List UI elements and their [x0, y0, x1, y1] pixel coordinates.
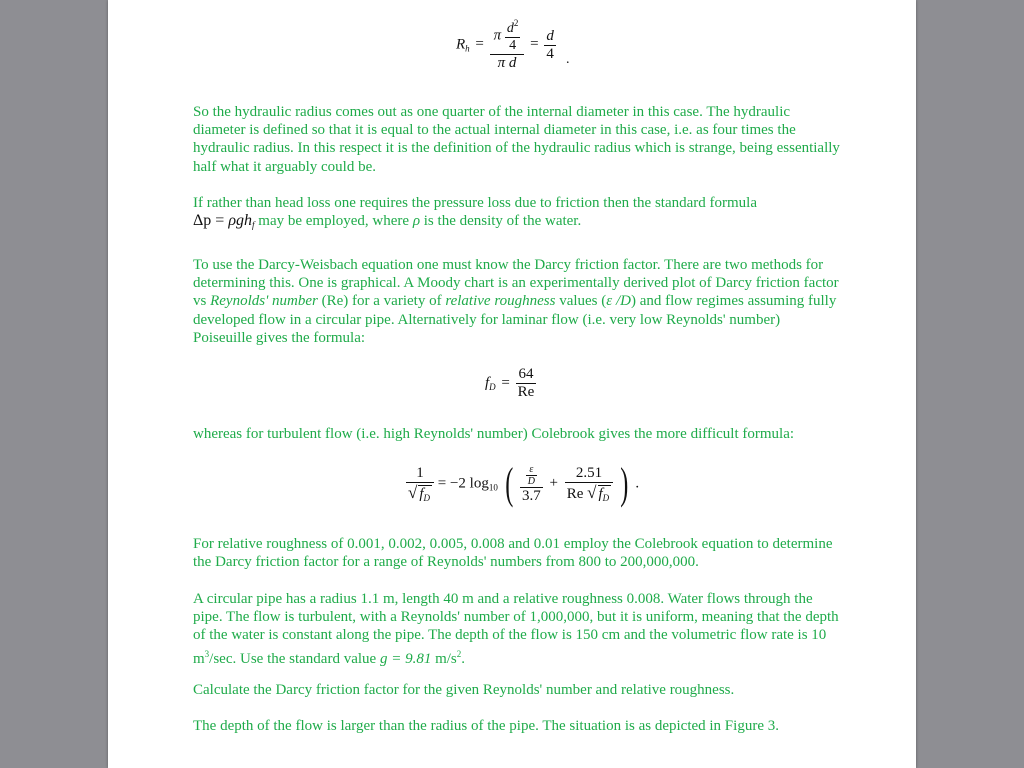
eq-equals-2: = [530, 36, 539, 53]
paragraph-darcy [193, 256, 843, 347]
eq-rhs-num: d [546, 27, 554, 44]
eq-pi: π [493, 27, 502, 44]
darcy-text-3: values ( [559, 293, 607, 310]
colebrook-251: 2.51 [565, 465, 613, 483]
eq-hydraulic-period: . [566, 52, 570, 67]
colebrook-lhs-f: f [419, 486, 424, 502]
darcy-reynolds-italic: Reynolds' number [210, 293, 318, 310]
pressure-formula-eq: = [215, 212, 225, 230]
eq-rhs-fraction [544, 28, 556, 63]
darcy-eps-over-d: ε /D [606, 293, 631, 310]
colebrook-37: 3.7 [522, 487, 541, 504]
colebrook-re: Re [566, 486, 584, 502]
equation-poiseuille [485, 366, 536, 401]
colebrook-period: . [635, 475, 640, 492]
colebrook-251-fraction [565, 465, 613, 503]
eq-main-fraction [490, 18, 525, 72]
colebrook-d: D [527, 475, 535, 487]
eq-lhs-sub-h: h [465, 43, 470, 54]
document-page [108, 0, 916, 768]
colebrook-eps-fraction [520, 464, 543, 505]
pipe-text-3: . [461, 650, 466, 667]
sqrt-symbol: √ [408, 483, 418, 502]
eq-lhs-r: R [456, 36, 466, 53]
colebrook-re-sqrt [565, 483, 613, 503]
pressure-formula [193, 212, 255, 229]
paragraph-pipe [193, 590, 843, 668]
poiseuille-equals: = [501, 374, 510, 391]
sqrt-symbol-2: √ [587, 483, 597, 502]
darcy-roughness-italic: relative roughness [445, 293, 556, 310]
eq-main-numerator [490, 18, 525, 55]
eq-inner-d: d [506, 21, 514, 36]
pressure-text-after: is the density of the water. [423, 213, 582, 230]
colebrook-eps: ε [526, 464, 537, 476]
pressure-rho: ρ [412, 213, 421, 230]
poiseuille-lhs: f [485, 374, 490, 391]
equation-hydraulic-radius [456, 18, 556, 72]
poiseuille-den: Re [517, 384, 535, 400]
paragraph-colebrook-intro: whereas for turbulent flow (i.e. high Reynolds' number) Colebrook gives the more difficult formula: [193, 426, 795, 442]
colebrook-left-paren: ( [504, 459, 513, 508]
eq-inner-fraction [505, 18, 521, 54]
colebrook-right-paren: ) [620, 459, 629, 508]
colebrook-eps-d-fraction [526, 464, 537, 487]
pipe-text-1: A circular pipe has a radius 1.1 m, length 40 m and a relative roughness 0.008. Water flows through the pipe. The flow is turbulent, with a Reynolds' number of 1,000,000, but it is uniform, meaning that the depth of the water is constant along the pipe. The depth of the flow is 150 cm and the volumetric flow rate is 10 m [193, 591, 839, 667]
paragraph-hydraulic-radius: So the hydraulic radius comes out as one quarter of the internal diameter in this case. The hydraulic diameter is defined so that it is equal to the actual internal diameter in this case, i.e. as four times the hydraulic radius. In this respect it is the definition of the hydraulic radius which is strange, being essentially half what it arguably could be. [193, 104, 840, 175]
pressure-formula-rhs: ρgh [228, 212, 253, 230]
eq-inner-den: 4 [509, 38, 517, 53]
darcy-text-1: To use the Darcy-Weisbach equation one must know the Darcy friction factor. There are two methods for determining this. One is graphical. A Moody chart is an experimentally derived plot of Darcy friction factor vs [193, 257, 839, 310]
colebrook-lhs-fraction [406, 465, 434, 503]
eq-rhs-den: 4 [546, 45, 554, 62]
darcy-text-4: ) and flow regimes assuming fully developed flow in a circular pipe. Alternatively for laminar flow (i.e. very low Reynolds' number) Poiseuille gives the formula: [193, 293, 837, 346]
paragraph-task-1: For relative roughness of 0.001, 0.002, 0.005, 0.008 and 0.01 employ the Colebrook equation to determine the Darcy friction factor for a range of Reynolds' numbers from 800 to 200,000,000. [193, 536, 833, 571]
paragraph-depth: The depth of the flow is larger than the radius of the pipe. The situation is as depicted in Figure 3. [193, 718, 779, 734]
pipe-exp-2: 2 [456, 648, 462, 659]
eq-inner-num [505, 18, 521, 38]
pipe-text-2: /sec. Use the standard value [209, 650, 377, 667]
colebrook-plus: + [549, 475, 558, 492]
eq-equals: = [475, 36, 484, 53]
pressure-formula-lhs: Δp [193, 212, 212, 230]
equation-colebrook [406, 459, 640, 508]
pressure-text-mid: may be employed, where [258, 213, 410, 230]
eq-main-denominator: π d [497, 55, 517, 71]
colebrook-rhs-f-sub: D [602, 493, 610, 503]
colebrook-log-sub: 10 [488, 482, 498, 493]
paragraph-calculate: Calculate the Darcy friction factor for the given Reynolds' number and relative roughness. [193, 682, 735, 698]
paragraph-pressure-loss [193, 194, 843, 234]
colebrook-lhs-f-sub: D [423, 493, 431, 503]
colebrook-eps-num [520, 464, 543, 488]
colebrook-lhs-num: 1 [406, 465, 434, 483]
pipe-g-eq: g = 9.81 [379, 650, 432, 667]
poiseuille-lhs-sub: D [489, 381, 496, 392]
pipe-exp-3: 3 [204, 648, 210, 659]
colebrook-rhs-f: f [598, 486, 603, 502]
eq-inner-exp: 2 [513, 18, 519, 28]
poiseuille-fraction [516, 366, 537, 401]
colebrook-lhs-den [406, 483, 434, 503]
poiseuille-num: 64 [516, 366, 537, 384]
pipe-unit: m/s [435, 650, 457, 667]
colebrook-equals-term: = −2 log [437, 475, 489, 492]
pressure-formula-sub: f [252, 220, 255, 231]
pressure-text-before: If rather than head loss one requires the pressure loss due to friction then the standard formula [193, 195, 757, 211]
darcy-text-2: (Re) for a variety of [321, 293, 442, 310]
